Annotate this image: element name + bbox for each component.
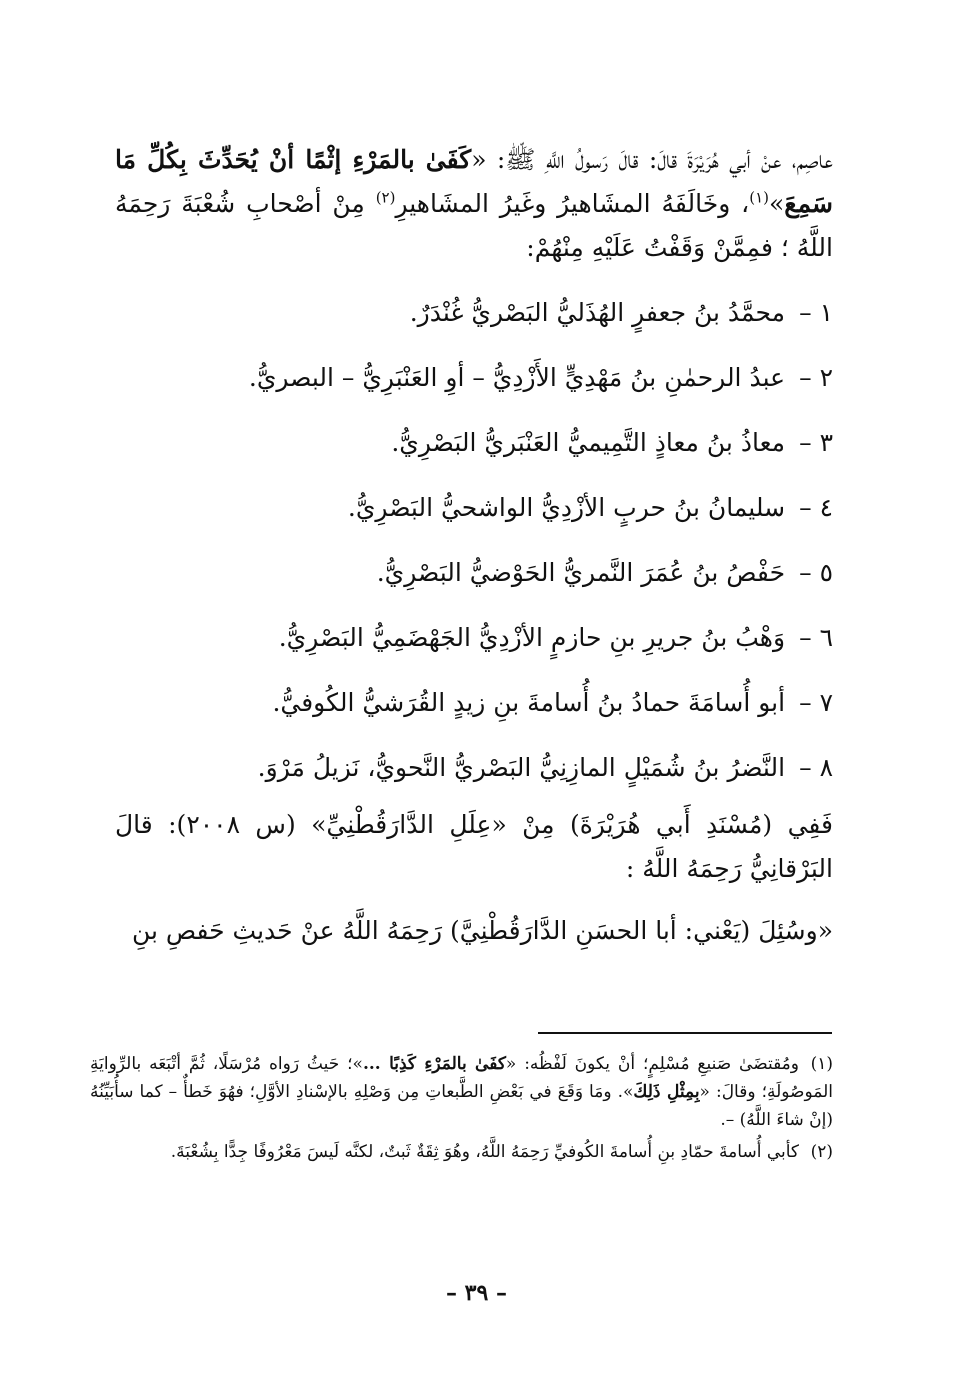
para1-part2: »	[768, 189, 785, 218]
footnote-divider	[538, 1032, 832, 1034]
footnote-text: ». ومَا وَقَعَ في بَعْضِ الطَّبعاتِ مِن وَصْلِهِ بالإسْنادِ الأوَّلِ؛ فهُوَ خَطأٌ – كما سأُبَيِّنُهُ (إنْ شاءَ اللَّهُ) –.	[90, 1082, 833, 1130]
para1-part1: عاصِم، عنْ أبي هُرَيْرَةَ قالَ: قالَ رَسولُ اللَّهِ ﷺ: «	[471, 145, 833, 174]
footnote-ref-1: (١)	[749, 188, 769, 207]
para1-part4: مِنْ أصْحابِ شُعْبَةَ رَحِمَهُ اللَّهُ ؛ فمِمَّنْ وَقَفْتُ عَلَيْهِ مِنْهُمْ:	[115, 189, 833, 262]
list-item	[115, 688, 833, 718]
list-item	[115, 493, 833, 523]
paragraph-1	[115, 138, 833, 270]
footnote-ref-2: (٢)	[375, 188, 396, 207]
footnote-number: (٢)	[810, 1142, 833, 1162]
list-item-number: ٥ –	[799, 558, 833, 587]
footnote-1	[90, 1050, 833, 1134]
list-item-text: عبدُ الرحمٰنِ بنُ مَهْدِيٍّ الأَزْدِيُّ – أوِ العَنْبَرِيُّ – البصريُّ.	[248, 363, 786, 392]
para1-part3: ، وخَالَفَهُ المشَاهيرُ وغَيرُ المشَاهيرِ	[395, 189, 750, 218]
list-item	[115, 298, 833, 328]
footnotes	[90, 1050, 833, 1170]
list-item-number: ٤ –	[799, 493, 833, 522]
list-item	[115, 558, 833, 588]
list-item-text: حَفْصُ بنُ عُمَرَ النَّمريُّ الحَوْضيُّ البَصْرِيُّ.	[376, 558, 786, 587]
footnote-text: ومُقتضَىٰ صَنيعِ مُسْلِمٍ؛ أنْ يكونَ لَفْظُه: «	[505, 1054, 799, 1074]
hadith-quote-bold: كَفَىٰ بالمَرْءِ إثْمًا أنْ يُحَدِّثَ بِكُلِّ مَا سَمِعَ	[115, 145, 833, 218]
list-item-text: محمَّدُ بنُ جعفرٍ الهُذَليُّ البَصْريُّ غُنْدَرٌ.	[409, 298, 786, 327]
list-item-text: سليمانُ بنُ حربٍ الأزْدِيُّ الواشحيُّ البَصْرِيُّ.	[347, 493, 786, 522]
list-item-text: النَّضرُ بنُ شُمَيْلٍ المازِنِيُّ البَصْريُّ النَّحويُّ، نَزيلُ مَرْوَ.	[257, 753, 786, 782]
main-text	[115, 138, 833, 953]
footnote-number: (١)	[810, 1054, 833, 1074]
list-item-number: ٨ –	[799, 753, 833, 782]
list-item-number: ٧ –	[799, 688, 833, 717]
list-item-number: ٣ –	[799, 428, 833, 457]
list-item	[115, 428, 833, 458]
list-item-text: أبو أُسامَةَ حمادُ بنُ أُسامةَ بنِ زيدٍ القُرَشيُّ الكُوفيُّ.	[272, 688, 786, 717]
list-item-number: ٦ –	[799, 623, 833, 652]
list-item	[115, 623, 833, 653]
footnote-bold-quote: كفَىٰ بالمَرْءِ كَذِبًا ...	[362, 1054, 506, 1074]
list-item	[115, 753, 833, 783]
list-item	[115, 363, 833, 393]
list-item-text: معاذُ بنُ معاذٍ التَّمِيميُّ العَنْبَريُّ البَصْرِيُّ.	[391, 428, 786, 457]
page-number: – ٣٩ –	[446, 1280, 507, 1306]
footnote-text: »؛ حَيثُ رَواه مُرْسَلًا، ثُمَّ أتْبَعَه بالرِّوايَةِ المَوصُولَةِ؛ وقالَ: «	[90, 1054, 834, 1102]
footnote-2	[90, 1138, 833, 1166]
paragraph-3: «وسُئِلَ (يَعْني: أبا الحسَنِ الدَّارَقُطْنِيَّ) رَحِمَهُ اللَّهُ عنْ حَديثِ حَفصِ بنِ	[131, 916, 833, 945]
paragraph-2: فَفِي (مُسْنَدِ أَبي هُرَيْرَةَ) مِنْ «عِلَلِ الدَّارَقُطْنِيِّ» (س ٢٠٠٨): قالَ البَرْقانِيُّ رَحِمَهُ اللَّهُ :	[115, 810, 833, 883]
footnote-text: كأبي أُسامةَ حمّادِ بنِ أُسامةَ الكُوفيِّ رَحِمَهُ اللَّهُ، وهُوَ ثِقَةٌ ثَبتٌ، لكنَّه لَيسَ مَعْرُوفًا جِدًّا بِشُعْبَةَ.	[170, 1142, 799, 1162]
list-item-text: وَهْبُ بنُ جريرِ بنِ حازمٍ الأزْدِيُّ الجَهْضَمِيُّ البَصْرِيُّ.	[278, 623, 786, 652]
footnote-bold-quote: بِمِثْلِ ذَلِكَ	[633, 1082, 700, 1102]
list-item-number: ١ –	[799, 298, 833, 327]
narrators-list	[115, 298, 833, 783]
list-item-number: ٢ –	[799, 363, 833, 392]
